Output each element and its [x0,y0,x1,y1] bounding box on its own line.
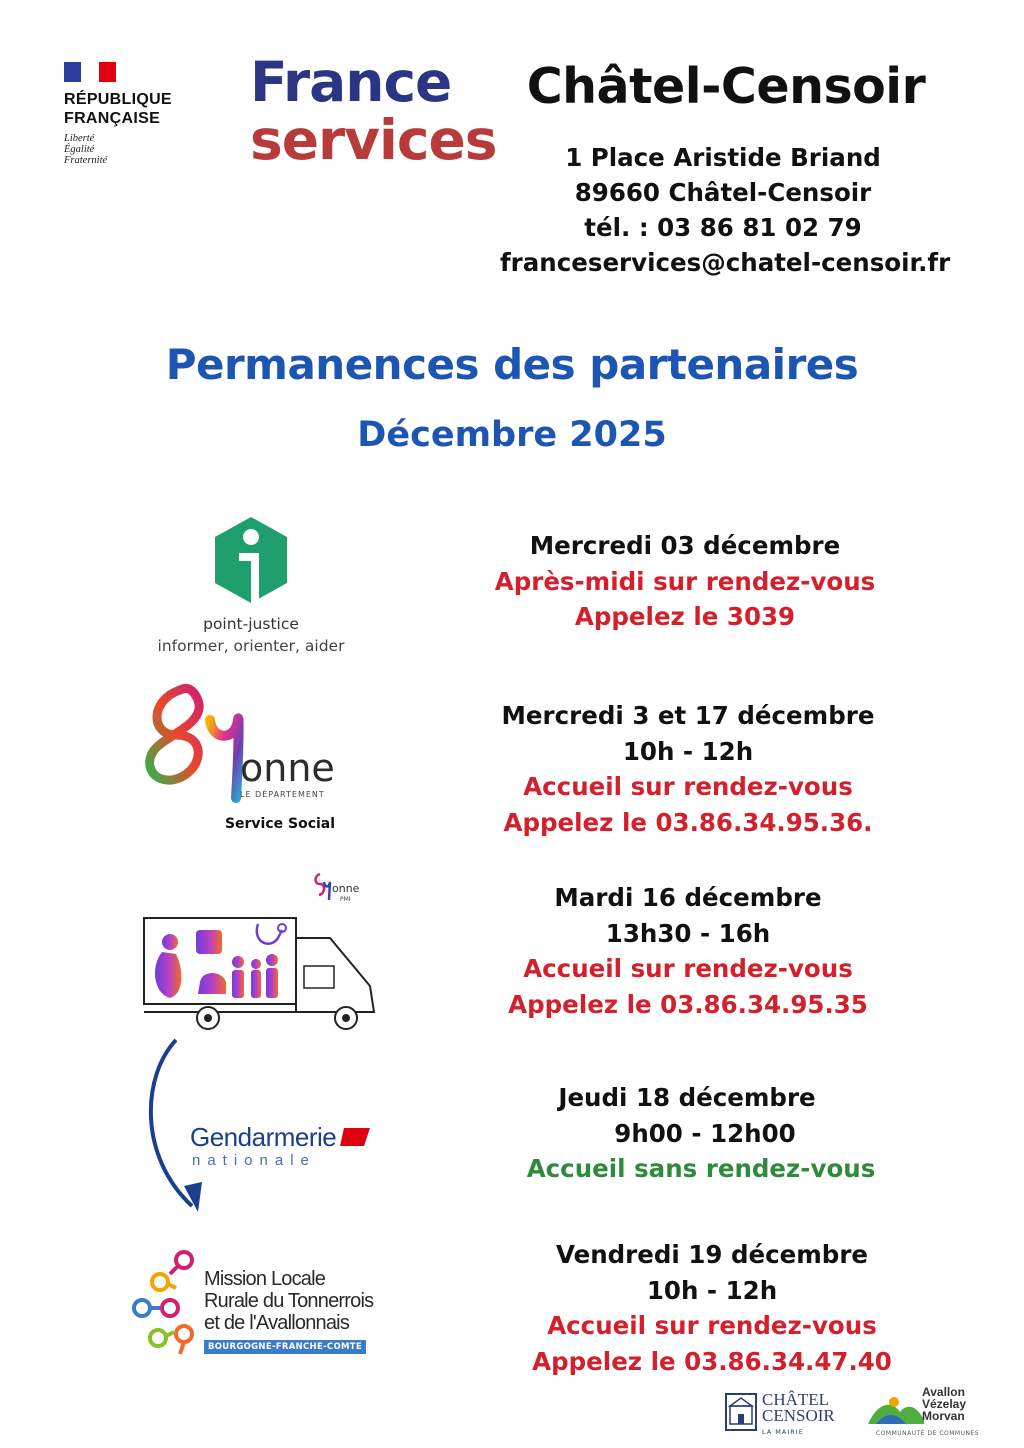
pmi-logo [312,872,372,908]
republique-motto: Liberté Égalité Fraternité [64,133,108,166]
french-flag-icon [64,62,116,82]
entry-date: Mardi 16 décembre [554,883,822,912]
gendarmerie-logo [142,1036,382,1216]
entry-call[interactable]: Appelez le 3039 [574,602,796,631]
cc-line1: CHÂTEL [762,1390,830,1409]
pmi-89-icon [312,872,332,902]
entry-call[interactable]: Appelez le 03.86.34.95.36. [503,807,873,837]
avallon-line1: Avallon [922,1385,965,1399]
entry-call[interactable]: Appelez le 03.86.34.95.35 [508,989,868,1019]
entry-pmi [460,880,916,1022]
entry-hours: 10h - 12h [622,736,754,766]
entry-hours: 13h30 - 16h [605,918,771,948]
page-subtitle: Décembre 2025 [357,415,667,455]
republique-title: RÉPUBLIQUE FRANÇAISE [64,91,172,127]
entry-date: Vendredi 19 décembre [555,1240,869,1269]
cc-sub: LA MAIRIE [762,1428,804,1436]
address-city: 89660 Châtel-Censoir [574,178,872,207]
entry-gendarmerie [480,1080,920,1187]
yonne-word: onne [240,746,335,790]
cc-line2: CENSOIR [762,1406,835,1425]
entry-date: Mercredi 03 décembre [529,531,841,560]
point-justice-name: point-justice [203,615,299,633]
entry-mission-locale [492,1237,932,1379]
avallon-line3: Morvan [922,1409,965,1423]
town-title: Châtel-Censoir [526,58,926,115]
entry-hours: 10h - 12h [646,1275,778,1305]
address-street: 1 Place Aristide Briand [565,143,881,172]
yonne-departement-logo [140,680,360,814]
service-social-label: Service Social [224,816,336,832]
point-justice-icon [211,515,291,607]
mission-locale-band: BOURGOGNE-FRANCHE-COMTE [204,1340,366,1354]
pmi-sub: PMI [340,896,351,903]
france-services-logo: France services [250,50,497,172]
entry-service-social [460,698,916,840]
hills-icon [866,1390,926,1430]
mission-locale-line1: Mission Locale [204,1268,326,1290]
pmi-word: onne [332,882,360,895]
avallon-vezelay-morvan-logo [866,1386,996,1442]
mission-locale-line3: et de l'Avallonnais [204,1312,350,1334]
address-email[interactable]: franceservices@chatel-censoir.fr [500,248,951,277]
mission-locale-line2: Rurale du Tonnerrois [204,1290,374,1312]
address-block [500,140,951,280]
yonne-sub: LE DÉPARTEMENT [240,790,325,799]
republique-francaise-logo [64,62,204,166]
address-phone[interactable]: tél. : 03 86 81 02 79 [584,213,862,242]
gendarmerie-line1: Gendarmerie [190,1122,337,1152]
truck-icon [140,912,380,1034]
entry-detail: Accueil sur rendez-vous [523,772,853,801]
pmi-truck-illustration [140,912,380,1034]
avallon-sub: COMMUNAUTÉ DE COMMUNES [876,1430,980,1437]
entry-detail: Après-midi sur rendez-vous [494,566,876,596]
entry-detail: Accueil sur rendez-vous [547,1311,877,1340]
point-justice-logo [150,515,352,655]
entry-call[interactable]: Appelez le 03.86.34.47.40 [532,1346,892,1376]
entry-hours: 9h00 - 12h00 [614,1118,796,1148]
gendarmerie-line2: nationale [192,1152,316,1169]
mission-locale-circles-icon [130,1250,200,1370]
point-justice-tagline: informer, orienter, aider [157,637,345,655]
entry-point-justice [460,528,910,635]
page-title: Permanences des partenaires [165,340,859,389]
town-hall-icon [724,1392,758,1432]
avallon-line2: Vézelay [922,1397,967,1411]
entry-date: Mercredi 3 et 17 décembre [501,701,875,730]
chatel-censoir-mairie-logo [724,1390,844,1442]
entry-detail: Accueil sans rendez-vous [526,1154,876,1183]
entry-date: Jeudi 18 décembre [558,1083,816,1112]
mission-locale-logo [130,1250,374,1370]
entry-detail: Accueil sur rendez-vous [523,954,853,983]
